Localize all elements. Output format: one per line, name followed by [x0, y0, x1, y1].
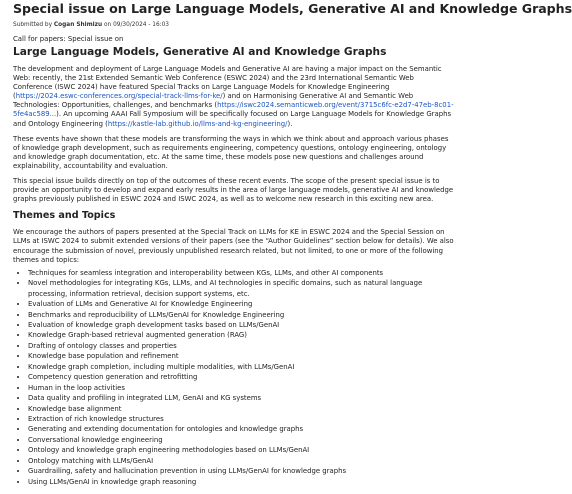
scope-paragraph: This special issue builds directly on top of the outcomes of these recent events. The scope of the present special issue is to provide an opportunity to develop and expand early results in the area of large language models, generative AI and knowledge graphs previously published in ESWC 2024 and ISWC 2024, as well as to welcome new research in this exciting new area. — [13, 177, 454, 204]
list-item: • Knowledge base alignment — [28, 404, 454, 414]
intro-paragraph — [13, 65, 454, 129]
list-item: • Ontology matching with LLMs/GenAI — [28, 456, 454, 466]
submission-meta — [13, 21, 454, 29]
events-paragraph: These events have shown that these models are transforming the ways in which we think about and approach various phases of knowledge graph development, such as requirements engineering, competency questions, ontology engineering, ontology and knowledge graph documentation, etc. At the same time, these models pose new questions and challenges around explainability, accountability and evaluation. — [13, 134, 449, 170]
list-item: • Evaluation of knowledge graph development tasks based on LLMs/GenAI — [28, 320, 454, 330]
list-item: • Ontology and knowledge graph engineering methodologies based on LLMs/GenAI — [28, 445, 454, 455]
list-item: • Extraction of rich knowledge structures — [28, 414, 454, 424]
list-item: • Data quality and profiling in integrated LLM, GenAI and KG systems — [28, 393, 454, 403]
list-item: • Evaluation of LLMs and Generative AI for Knowledge Engineering — [28, 299, 454, 309]
list-item: • Benchmarks and reproducibility of LLMs/GenAI for Knowledge Engineering — [28, 310, 454, 320]
author-name[interactable]: Cogan Shimizu — [53, 22, 103, 28]
list-item: • Novel methodologies for integrating KGs, LLMs, and AI technologies in specific domains, such as natural language processing, information retrieval, decision support systems, etc. — [28, 278, 454, 299]
intro-text-3: ). An upcoming AAAI Fall Symposium will be specifically focused on Large Language Models for Knowledge Graphs and Ontology Engineering ( — [13, 110, 452, 128]
page-title: Special issue on Large Language Models, Generative AI and Knowledge Graphs — [13, 1, 572, 16]
list-item: • Drafting of ontology classes and properties — [28, 341, 454, 351]
intro-text-4: ). — [287, 119, 293, 128]
list-item: • Techniques for seamless integration and interoperability between KGs, LLMs, and other AI components — [28, 268, 454, 278]
list-item: • Human in the loop activities — [28, 383, 454, 393]
themes-heading: Themes and Topics — [13, 210, 116, 222]
list-item: • Competency question generation and retrofitting — [28, 372, 454, 382]
list-item: • Knowledge Graph-based retrieval augmented generation (RAG) — [28, 330, 454, 340]
list-item: • Using LLMs/GenAI in knowledge graph reasoning — [28, 477, 454, 487]
issue-title: Large Language Models, Generative AI and Knowledge Graphs — [13, 46, 387, 58]
eswc-track-link[interactable]: https://2024.eswc-conferences.org/special-track-llms-for-ke/ — [15, 92, 223, 101]
intro-text-1: The development and deployment of Large Language Models and Generative AI are having a major impact on the Semantic Web: recently, the 21st Extended Semantic Web Conference (ESWC 2024) and the 23rd International Semantic Web Conference (ISWC 2024) have featured Special Tracks on Large Language Models for Knowledge Engineering ( — [13, 65, 442, 101]
topics-list — [13, 268, 454, 488]
list-item: • Guardrailing, safety and hallucination prevention in using LLMs/GenAI for knowledge graphs — [28, 466, 454, 476]
date-prefix: on — [102, 22, 114, 28]
submitted-prefix: Submitted by — [13, 22, 54, 28]
list-item: • Conversational knowledge engineering — [28, 435, 454, 445]
list-item: • Generating and extending documentation for ontologies and knowledge graphs — [28, 424, 454, 434]
themes-intro: We encourage the authors of papers presented at the Special Track on LLMs for KE in ESWC 2024 and the Special Session on LLMs at ISWC 2024 to submit extended versions of their papers (see the “Author Guidelines” section below for details). We also encourage the submission of novel, previously unpublished research related, but not limited, to one or more of the following themes and topics: — [13, 228, 454, 264]
iswc-session-link[interactable]: https://iswc2024.semanticweb.org/event/3715c6fc-e2d7-47eb-8c01-5fe4ac589... — [13, 101, 454, 119]
list-item: • Knowledge base population and refinement — [28, 351, 454, 361]
aaai-symposium-link[interactable]: https://kastle-lab.github.io/llms-and-kg-engineering/ — [107, 119, 288, 128]
call-for-papers: Call for papers: Special issue on — [13, 35, 124, 43]
submission-date: 09/30/2024 - 16:03 — [113, 22, 169, 28]
list-item: • Knowledge graph completion, including multiple modalities, with LLMs/GenAI — [28, 362, 454, 372]
intro-text-2: ) and on Harmonising Generative AI and Semantic Web Technologies: Opportunities, challenges, and benchmarks ( — [13, 92, 414, 110]
